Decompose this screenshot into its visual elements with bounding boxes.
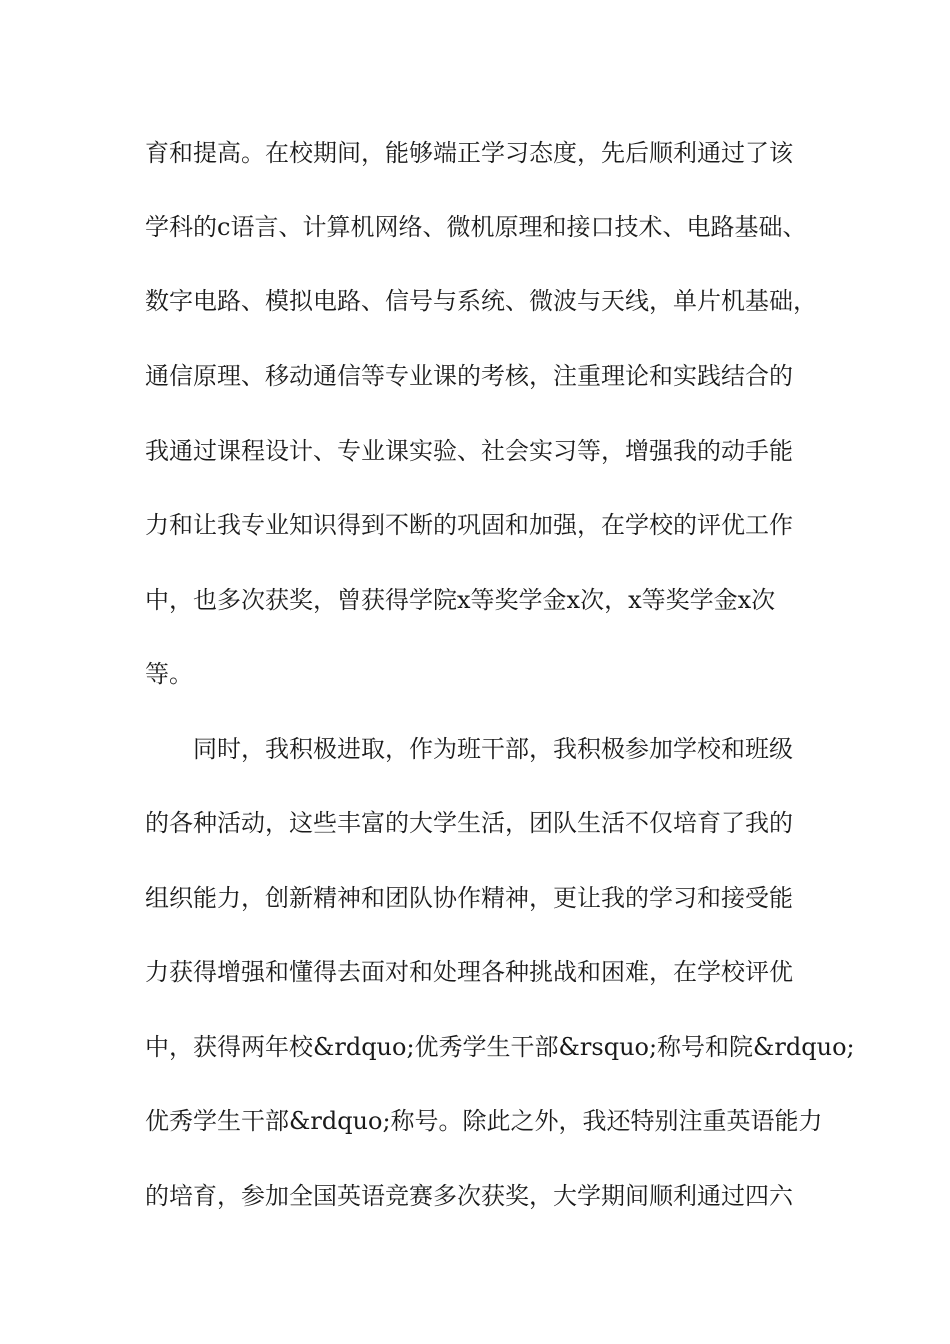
text-line: 育和提高。在校期间，能够端正学习态度，先后顺利通过了该 [145, 139, 793, 167]
text-line: 我通过课程设计、专业课实验、社会实习等，增强我的动手能 [145, 437, 793, 465]
text-line: 的培育，参加全国英语竞赛多次获奖，大学期间顺利通过四六 [145, 1182, 793, 1210]
text-line: 的各种活动，这些丰富的大学生活，团队生活不仅培育了我的 [145, 809, 793, 837]
text-line: 力获得增强和懂得去面对和处理各种挑战和困难，在学校评优 [145, 958, 793, 986]
text-line: 通信原理、移动通信等专业课的考核，注重理论和实践结合的 [145, 362, 793, 390]
text-line: 数字电路、模拟电路、信号与系统、微波与天线，单片机基础， [145, 287, 817, 315]
text-line: 优秀学生干部&rdquo;称号。除此之外，我还特别注重英语能力 [145, 1107, 823, 1135]
text-line: 中，也多次获奖，曾获得学院x等奖学金x次，x等奖学金x次 [145, 586, 776, 614]
text-line: 中，获得两年校&rdquo;优秀学生干部&rsquo;称号和院&rdquo; [145, 1033, 855, 1061]
text-line: 力和让我专业知识得到不断的巩固和加强，在学校的评优工作 [145, 511, 793, 539]
text-line: 学科的c语言、计算机网络、微机原理和接口技术、电路基础、 [145, 213, 807, 241]
paragraph-first-line: 同时，我积极进取，作为班干部，我积极参加学校和班级 [193, 735, 793, 763]
text-line: 等。 [145, 660, 193, 688]
text-line: 组织能力，创新精神和团队协作精神，更让我的学习和接受能 [145, 884, 793, 912]
